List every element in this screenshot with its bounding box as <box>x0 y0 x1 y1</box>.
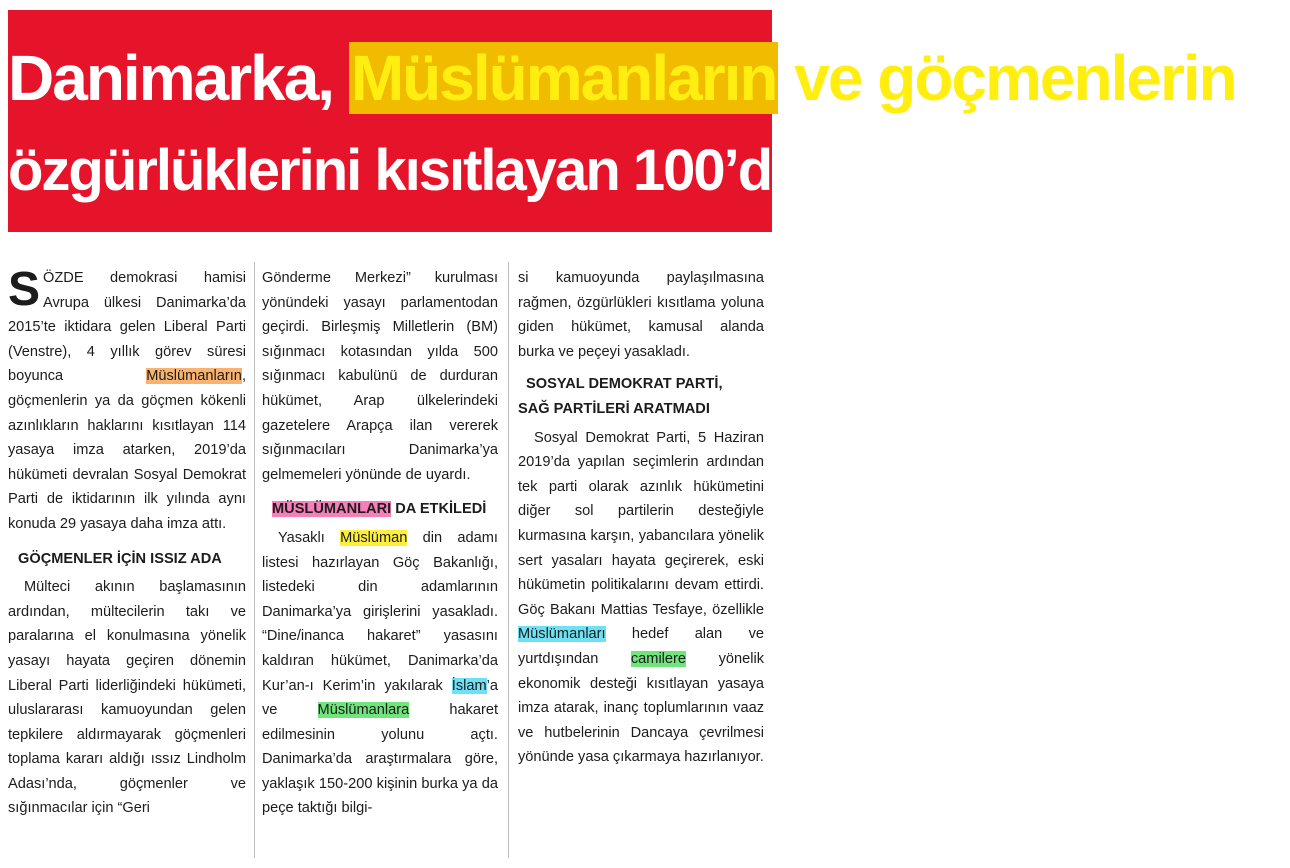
drop-cap: S <box>8 263 41 316</box>
subhead-sosyal-demokrat: SOSYAL DEMOKRAT PARTİ, SAĞ PARTİLERİ ARATMADI <box>518 376 723 417</box>
highlight-muslumanlarin: Müslümanların <box>146 368 242 385</box>
subhead-gocmenler: GÖÇMENLER İÇİN ISSIZ ADA <box>18 550 222 567</box>
highlight-islam: İslam <box>451 677 487 694</box>
paragraph-sosyal-demokrat: Sosyal Demokrat Parti, 5 Haziran 2019’da yapılan seçimlerin ardından tek parti olarak azınlık hükümetini diğer sol partilerin desteğiyle kurmasına karşın, yabancılara yönelik sert yasaları hayata geçirerek, eski hükümetin politikalarını devam ettirdi. Göç Bakanı Mattias Tesfaye, özellikle Müslümanları hedef alan ve yurtdışından camilere yönelik ekonomik desteği kısıtlayan yasaya imza atarak, inanç toplumlarının vaaz ve hutbelerinin Dancaya çevrilmesi yönünde yasa çıkarmaya hazırlanıyor. <box>518 429 765 766</box>
paragraph-geri-gonderme: Gönderme Merkezi” kurulması yönündeki yasayı parlamentodan geçirdi. Birleşmiş Milletlerin (BM) sığınmacı kotasından yılda 500 sığınmacı kabulünü de durduran hükümet, Arap ülkelerindeki gazetelere Arapça ilan vererek sığınmacıları Danimarka’ya gelmemeleri yönünde de uyardı. <box>262 270 498 483</box>
highlight-muslumanlari-2: Müslümanları <box>518 626 606 643</box>
headline-highlight: Müslümanların <box>350 42 777 114</box>
lead-paragraph: SÖZDE demokrasi hamisi Avrupa ülkesi Danimarka’da 2015’te iktidara gelen Liberal Parti (Venstre), 4 yıllık görev süresi boyunca Müslümanların, göçmenlerin ya da göçmen kökenli azınlıkların haklarını kısıtlayan 114 yasaya imza atarken, 2019’da hükümeti devralan Sosyal Demokrat Parti de iktidarının ilk yılında aynı konuda 29 yasaya daha imza attı. <box>8 263 246 532</box>
headline-part-1: Danimarka, <box>8 42 334 114</box>
highlight-camilere: camilere <box>630 650 687 667</box>
headline-banner <box>8 10 1290 232</box>
headline-line-2: özgürlüklerini kısıtlayan 100’den fazla yasa çıkardı <box>8 138 1290 203</box>
headline-part-2: ve göçmenlerin <box>794 42 1236 114</box>
article-column-1 <box>8 263 246 821</box>
highlight-muslumanlara: Müslümanlara <box>317 702 410 719</box>
article-column-2 <box>262 266 498 821</box>
column-divider <box>254 262 255 858</box>
paragraph-adasi: Mülteci akının başlamasının ardından, mültecilerin takı ve paralarına el konulmasına yönelik yasayı hayata geçiren dönemin Liberal Parti liderliğindeki hükümeti, uluslararası kamuoyundan gelen tepkilere aldırmayarak göçmenleri toplama kararı aldığı ıssız Lindholm Adası’nda, göçmenler ve sığınmacılar için “Geri <box>8 579 246 817</box>
highlight-musluman: Müslüman <box>340 529 408 546</box>
article-column-3 <box>518 266 764 770</box>
paragraph-yasakli: Yasaklı Müslüman din adamı listesi hazırlayan Göç Bakanlığı, listedeki din adamlarının Danimarka’ya girişlerini yasakladı. “Dine/inanca hakaret” yasasını kaldıran hükümet, Danimarka’da Kur’an-ı Kerim’in yakılarak İslam’a ve Müslümanlara hakaret edilmesinin yolunu açtı. Danimarka’da araştırmalara göre, yaklaşık 150-200 kişinin burka ya da peçe taktığı bilgi- <box>262 529 499 817</box>
highlight-muslumanlari: MÜSLÜMANLARI <box>272 501 392 518</box>
headline-line-1 <box>8 38 1236 118</box>
subhead-muslumanlari: MÜSLÜMANLARI DA ETKİLEDİ <box>272 501 487 518</box>
paragraph-burka: si kamuoyunda paylaşılmasına rağmen, özgürlükleri kısıtlama yoluna giden hükümet, kamusal alanda burka ve peçeyi yasakladı. <box>518 270 764 360</box>
column-divider <box>508 262 509 858</box>
